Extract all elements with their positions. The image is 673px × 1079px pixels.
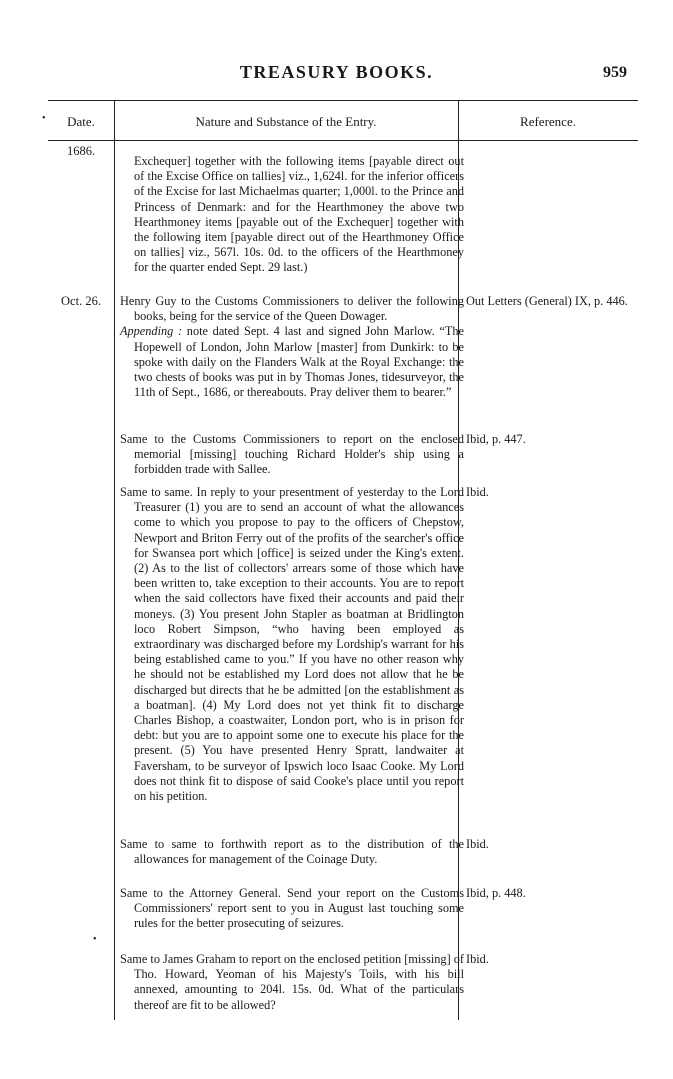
header-rule bbox=[48, 140, 638, 141]
entry-text: Same to the Attorney General. Send your report on the Customs Commissioners' report sent to you in August last touching some rules for the better prosecuting of seizures. bbox=[120, 886, 464, 931]
appending-text: note dated Sept. 4 last and signed John Marlow. “The Hopewell of London, John Marlow [master] from Dunkirk: to be spoke with daily on the Flanders Walk at the Royal Exchange: the two chests of books was put in by Thomas Jones, tidesurveyor, the 11th of Sept., 1686, or thereabouts. Pray deliver them to bearer.” bbox=[134, 324, 464, 400]
entry-text bbox=[120, 294, 464, 400]
column-rule-date bbox=[114, 100, 115, 1020]
margin-mark: • bbox=[93, 934, 97, 945]
entries-table bbox=[48, 100, 638, 1020]
running-title: TREASURY BOOKS. bbox=[239, 62, 434, 82]
appending-label: Appending : bbox=[120, 324, 183, 339]
entry-reference: Ibid. bbox=[466, 485, 489, 499]
entry-main-text: Henry Guy to the Customs Commissioners to deliver the following books, being for the service of the Queen Dowager. bbox=[120, 294, 464, 324]
table-top-rule bbox=[48, 100, 638, 101]
entry-reference: Out Letters (General) IX, p. 446. bbox=[466, 294, 628, 308]
margin-mark: • bbox=[42, 113, 46, 124]
page-header bbox=[0, 60, 673, 90]
entry-text: Same to same. In reply to your presentment of yesterday to the Lord Treasurer (1) you are to send an account of what the allowances come to which you propose to pay to the officers of Chepstow, Newport and Briton Ferry out of the profits of the searcher's office for Swansea port which [office] is seized under the King's extent. (2) As to the list of collectors' arrears some of those which have been written to, take exception to their accounts. You are to report when the said collectors have fixed their accounts and paid their moneys. (3) You present John Stapler as boatman at Bridlington loco Robert Simpson, “who having been employed as extraordinary was discharged before my Lordship's warrant for his being established came to you.” If you have no other reason why he should not be established my Lord does not allow that he be discharged but directs that he be admitted [on the establishment as a boatman]. (4) My Lord does not yet think fit to discharge Charles Bishop, a coastwaiter, London port, who is in prison for debt: but you are to appoint some one to execute his place for the present. (5) You have presented Henry Spratt, landwaiter at Faversham, to be surveyor of Ipswich loco Isaac Cooke. My Lord does not think fit to dispose of said Cooke's place until you report on his petition. bbox=[120, 485, 464, 804]
entry-appending bbox=[120, 324, 464, 400]
entry-date: 1686. bbox=[66, 144, 96, 158]
entry-reference: Ibid. bbox=[466, 952, 489, 966]
entry-reference: Ibid, p. 447. bbox=[466, 432, 526, 446]
column-header-nature: Nature and Substance of the Entry. bbox=[195, 114, 377, 129]
entry-text: Same to James Graham to report on the enclosed petition [missing] of Tho. Howard, Yeoman of his Majesty's Toils, with his bill annexed, amounting to 204l. 15s. 0d. What of the particulars thereof are fit to be allowed? bbox=[120, 952, 464, 1012]
column-header-date: Date. bbox=[67, 114, 95, 129]
entry-date: Oct. 26. bbox=[61, 294, 101, 308]
entry-reference: Ibid. bbox=[466, 837, 489, 851]
column-header-reference: Reference. bbox=[520, 114, 576, 129]
entry-text: Same to same to forthwith report as to the distribution of the allowances for management of the Coinage Duty. bbox=[120, 837, 464, 867]
entry-text: Exchequer] together with the following items [payable direct out of the Excise Office on tallies] viz., 1,624l. for the inferior officers of the Excise for last Michaelmas quarter; 1,000l. to the Prince and Princess of Denmark: and for the Hearthmoney the above two Hearthmoney items [payable out of the Exchequer] together with the following item [payable direct out of the Hearthmoney Office on tallies] viz., 567l. 10s. 0d. to the officers of the Hearthmoney for the quarter ended Sept. 29 last.) bbox=[134, 154, 464, 275]
page-number: 959 bbox=[603, 64, 627, 81]
entry-reference: Ibid, p. 448. bbox=[466, 886, 526, 900]
entry-text: Same to the Customs Commissioners to report on the enclosed memorial [missing] touching Richard Holder's ship using a forbidden trade with Sallee. bbox=[120, 432, 464, 477]
